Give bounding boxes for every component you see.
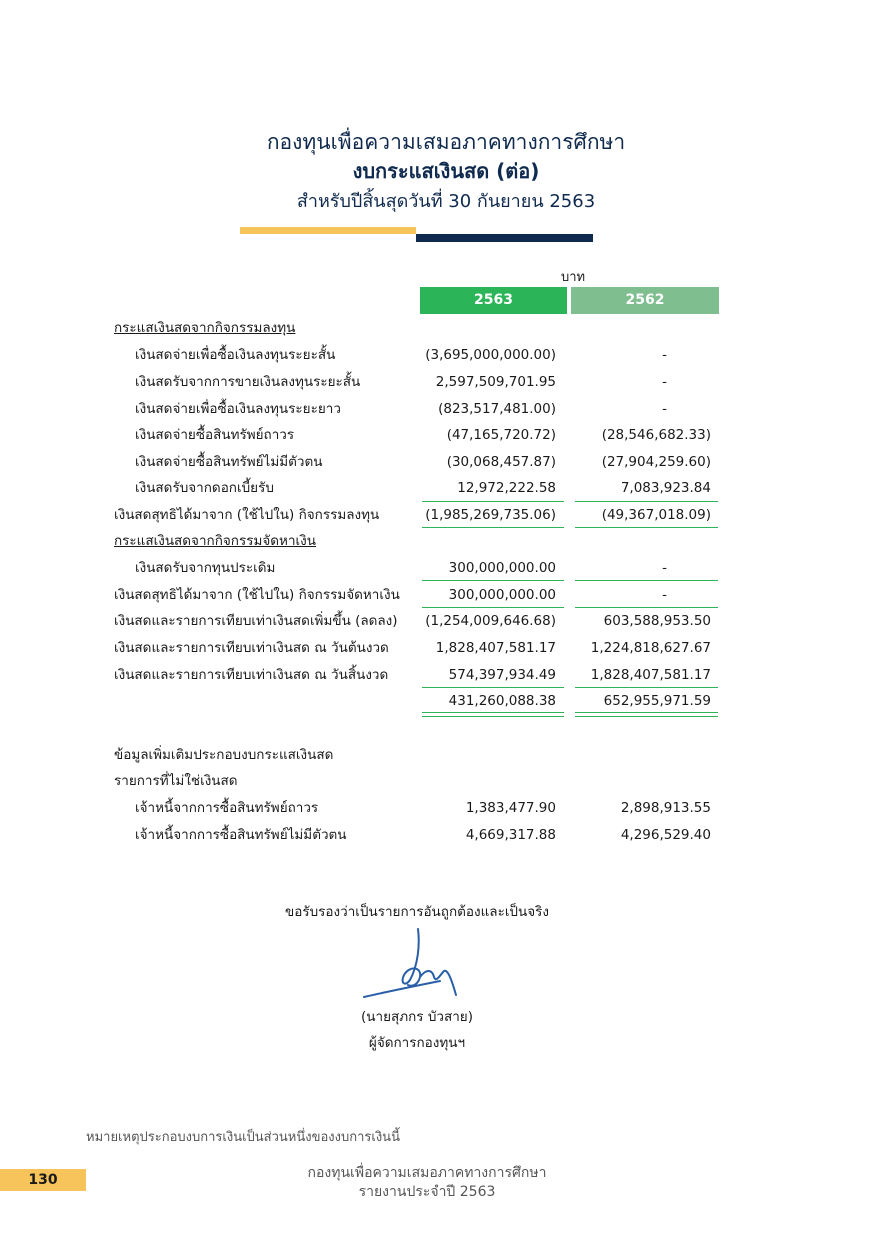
row-label: เงินสดและรายการเทียบเท่าเงินสด ณ วันต้นงวด <box>114 640 389 656</box>
row-label: เงินสดสุทธิได้มาจาก (ใช้ไปใน) กิจกรรมลงทุน <box>114 507 380 523</box>
value-2562: 1,224,818,627.67 <box>590 640 711 656</box>
value-2563: (30,068,457.87) <box>446 454 556 470</box>
year-header-2562: 2562 <box>571 287 719 314</box>
year-header-2563: 2563 <box>420 287 567 314</box>
value-2562: (27,904,259.60) <box>601 454 711 470</box>
value-2562: - <box>662 347 667 363</box>
value-2562: 7,083,923.84 <box>620 480 711 496</box>
row-label: เงินสดรับจากดอกเบี้ยรับ <box>135 480 274 496</box>
value-2563: (823,517,481.00) <box>438 401 556 417</box>
table-row <box>0 662 892 689</box>
value-2563: 574,397,934.49 <box>448 667 556 683</box>
value-2562: 603,588,953.50 <box>603 613 711 629</box>
value-2562: - <box>662 401 667 417</box>
table-row <box>0 635 892 662</box>
value-2562: (28,546,682.33) <box>601 427 711 443</box>
row-label: เงินสดรับจากการขายเงินลงทุนระยะสั้น <box>135 374 361 390</box>
value-2563: 1,828,407,581.17 <box>435 640 556 656</box>
navy-accent-bar <box>416 234 593 242</box>
row-label: เงินสดจ่ายซื้อสินทรัพย์ถาวร <box>135 427 295 443</box>
certification-text: ขอรับรองว่าเป็นรายการอันถูกต้องและเป็นจริง <box>285 904 549 920</box>
value-2563: (3,695,000,000.00) <box>425 347 556 363</box>
row-label: เงินสดจ่ายซื้อสินทรัพย์ไม่มีตัวตน <box>135 454 323 470</box>
subtotal-rule <box>422 580 564 581</box>
row-label: เจ้าหนี้จากการซื้อสินทรัพย์ไม่มีตัวตน <box>135 827 347 843</box>
table-row <box>0 608 892 635</box>
value-2563: (1,254,009,646.68) <box>425 613 556 629</box>
supplement-row <box>0 742 892 769</box>
double-rule <box>422 712 564 713</box>
footer-report: รายงานประจำปี 2563 <box>358 1184 496 1200</box>
value-2563: 300,000,000.00 <box>448 560 556 576</box>
section-heading-financing: กระแสเงินสดจากกิจกรรมจัดหาเงิน <box>114 533 316 549</box>
signatory-name: (นายสุภกร บัวสาย) <box>361 1009 473 1025</box>
table-row <box>0 475 892 502</box>
total-2563: 431,260,088.38 <box>448 693 556 709</box>
row-label: เจ้าหนี้จากการซื้อสินทรัพย์ถาวร <box>135 800 319 816</box>
row-label: เงินสดรับจากทุนประเดิม <box>135 560 276 576</box>
section-row <box>0 315 892 342</box>
value-2562: - <box>662 374 667 390</box>
supplement-subtitle: รายการที่ไม่ใช่เงินสด <box>114 773 238 789</box>
section-heading-investing: กระแสเงินสดจากกิจกรรมลงทุน <box>114 320 296 336</box>
org-title: กองทุนเพื่อความเสมอภาคทางการศึกษา <box>266 130 626 154</box>
value-2562: 4,296,529.40 <box>620 827 711 843</box>
value-2562: 1,828,407,581.17 <box>590 667 711 683</box>
value-2563: 1,383,477.90 <box>465 800 556 816</box>
value-2563: (1,985,269,735.06) <box>425 507 556 523</box>
yellow-accent-bar <box>240 227 416 234</box>
value-2562: 2,898,913.55 <box>620 800 711 816</box>
footnote: หมายเหตุประกอบงบการเงินเป็นส่วนหนึ่งของงบการเงินนี้ <box>86 1130 400 1145</box>
row-label: เงินสดและรายการเทียบเท่าเงินสด ณ วันสิ้นงวด <box>114 667 389 683</box>
double-rule <box>575 712 718 713</box>
page-number: 130 <box>0 1169 86 1191</box>
statement-title: งบกระแสเงินสด (ต่อ) <box>352 159 540 183</box>
value-2562: (49,367,018.09) <box>601 507 711 523</box>
table-row <box>0 822 892 849</box>
table-row <box>0 449 892 476</box>
double-rule <box>575 716 718 717</box>
subtotal-rule <box>575 580 718 581</box>
table-row <box>0 422 892 449</box>
row-label: เงินสดจ่ายเพื่อซื้อเงินลงทุนระยะสั้น <box>135 347 336 363</box>
supplement-row <box>0 768 892 795</box>
row-label: เงินสดสุทธิได้มาจาก (ใช้ไปใน) กิจกรรมจัดหาเงิน <box>114 587 400 603</box>
value-2563: 300,000,000.00 <box>448 587 556 603</box>
period-title: สำหรับปีสิ้นสุดวันที่ 30 กันยายน 2563 <box>296 191 596 212</box>
table-row <box>0 795 892 822</box>
value-2563: 12,972,222.58 <box>457 480 556 496</box>
value-2563: (47,165,720.72) <box>446 427 556 443</box>
double-rule <box>422 716 564 717</box>
value-2563: 2,597,509,701.95 <box>435 374 556 390</box>
value-2562: - <box>662 587 667 603</box>
footer-org: กองทุนเพื่อความเสมอภาคทางการศึกษา <box>307 1165 547 1181</box>
supplement-title: ข้อมูลเพิ่มเติมประกอบงบกระแสเงินสด <box>114 747 334 763</box>
table-row <box>0 555 892 582</box>
table-row <box>0 582 892 609</box>
value-2563: 4,669,317.88 <box>465 827 556 843</box>
row-label: เงินสดและรายการเทียบเท่าเงินสดเพิ่มขึ้น (ลดลง) <box>114 613 398 629</box>
signature-image <box>360 925 470 1005</box>
row-label: เงินสดจ่ายเพื่อซื้อเงินลงทุนระยะยาว <box>135 401 341 417</box>
value-2562: - <box>662 560 667 576</box>
total-2562: 652,955,971.59 <box>603 693 711 709</box>
table-row <box>0 342 892 369</box>
table-row <box>0 502 892 529</box>
section-row <box>0 528 892 555</box>
currency-unit: บาท <box>560 270 586 285</box>
total-row <box>0 688 892 715</box>
table-row <box>0 369 892 396</box>
signatory-position: ผู้จัดการกองทุนฯ <box>368 1035 466 1051</box>
table-row <box>0 396 892 423</box>
